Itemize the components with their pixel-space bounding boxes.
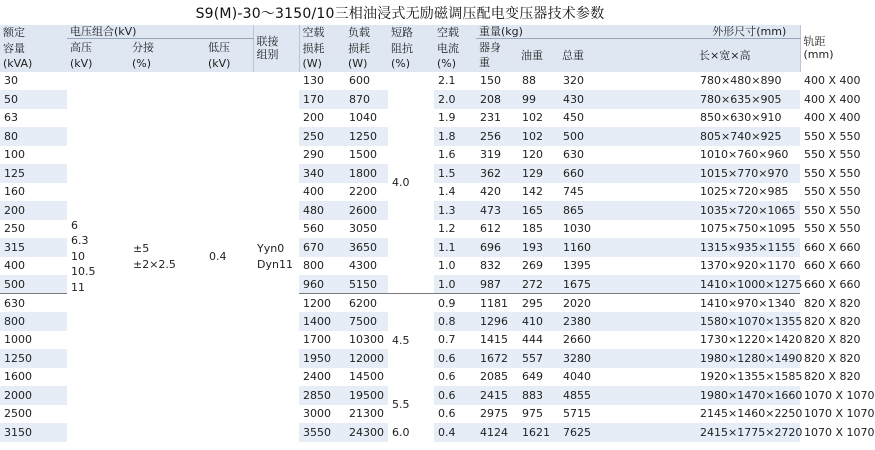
cell-noload-current: 1.0 xyxy=(438,259,456,273)
cell-body-weight: 1181 xyxy=(476,294,518,313)
cell-dimensions: 1730×1220×1420 xyxy=(700,333,803,347)
cell-dimensions: 1075×750×1095 xyxy=(700,222,796,236)
cell-oil-weight: 295 xyxy=(518,294,559,313)
table-row: 125 340 1800 1.5 362 129 660 1015×770×970 550 X 550 xyxy=(0,164,800,183)
cell-capacity: 125 xyxy=(0,164,67,183)
cell-capacity: 500 xyxy=(0,275,67,294)
table-row: 160 400 2200 1.4 420 142 745 1025×720×985 550 X 550 xyxy=(0,183,800,202)
cell-noload-loss: 2400 xyxy=(303,370,331,384)
cell-oil-weight: 142 xyxy=(522,185,543,199)
cell-load-loss: 600 xyxy=(349,74,370,88)
cell-load-loss: 7500 xyxy=(345,312,388,331)
cell-total-weight: 450 xyxy=(563,111,584,125)
cell-total-weight: 3280 xyxy=(559,349,696,368)
cell-connection: Yyn0 Dyn11 xyxy=(253,72,299,442)
cell-total-weight: 865 xyxy=(559,201,696,220)
cell-oil-weight: 410 xyxy=(518,312,559,331)
cell-dimensions: 1580×1070×1355 xyxy=(696,312,800,331)
cell-dimensions: 1010×760×960 xyxy=(700,148,789,162)
table-row: 1250 1950 12000 0.6 1672 557 3280 1980×1280×1490 820 X 820 xyxy=(0,349,800,368)
table-row: 800 1400 7500 0.8 1296 410 2380 1580×1070×1355 820 X 820 xyxy=(0,312,800,331)
cell-total-weight: 430 xyxy=(559,90,696,109)
cell-body-weight: 2415 xyxy=(476,386,518,405)
cell-noload-loss: 130 xyxy=(303,74,324,88)
cell-body-weight: 987 xyxy=(476,275,518,294)
table-row: 63 200 1040 1.9 231 102 450 850×630×910 400 X 400 xyxy=(0,109,800,128)
cell-capacity: 2500 xyxy=(4,407,32,421)
cell-capacity: 50 xyxy=(0,90,67,109)
cell-dimensions: 1025×720×985 xyxy=(700,185,789,199)
cell-dimensions: 805×740×925 xyxy=(696,127,800,146)
cell-load-loss: 1800 xyxy=(345,164,388,183)
table-row: 630 1200 6200 4.5 0.9 1181 295 2020 1410×970×1340 820 X 820 xyxy=(0,294,800,313)
table-row: 2000 2850 19500 5.5 0.6 2415 883 4855 1980×1470×1660 1070 X 1070 xyxy=(0,386,800,405)
header-voltage-group: 电压组合(kV) xyxy=(67,25,253,39)
cell-noload-loss: 340 xyxy=(299,164,345,183)
cell-dimensions: 1035×720×1065 xyxy=(696,201,800,220)
cell-load-loss: 19500 xyxy=(345,386,388,405)
cell-capacity: 1000 xyxy=(4,333,32,347)
cell-dimensions: 780×635×905 xyxy=(696,90,800,109)
cell-capacity: 3150 xyxy=(0,423,67,442)
cell-dimensions: 1015×770×970 xyxy=(696,164,800,183)
spec-table xyxy=(0,25,875,442)
cell-oil-weight: 557 xyxy=(518,349,559,368)
cell-dimensions: 780×480×890 xyxy=(700,74,782,88)
header-connection: 联接 组别 xyxy=(253,25,299,72)
cell-total-weight: 5715 xyxy=(563,407,591,421)
header-dims-group: 外形尺寸(mm) xyxy=(696,25,800,39)
cell-capacity: 30 xyxy=(4,74,18,88)
cell-capacity: 80 xyxy=(0,127,67,146)
header-lv-unit: (kV) xyxy=(205,56,253,71)
cell-load-loss: 3050 xyxy=(349,222,377,236)
cell-load-loss: 870 xyxy=(345,90,388,109)
cell-body-weight: 150 xyxy=(480,74,501,88)
cell-noload-loss: 1700 xyxy=(303,333,331,347)
cell-dimensions: 1410×1000×1275 xyxy=(696,275,800,294)
cell-total-weight: 4040 xyxy=(563,370,591,384)
table-row: 315 670 3650 1.1 696 193 1160 1315×935×1155 660 X 660 xyxy=(0,238,800,257)
cell-body-weight: 231 xyxy=(480,111,501,125)
cell-capacity: 1600 xyxy=(4,370,32,384)
cell-oil-weight: 165 xyxy=(518,201,559,220)
cell-oil-weight: 193 xyxy=(518,238,559,257)
cell-dimensions: 2145×1460×2250 xyxy=(700,407,803,421)
cell-load-loss: 5150 xyxy=(345,275,388,294)
cell-noload-current: 1.8 xyxy=(434,127,476,146)
cell-total-weight: 320 xyxy=(563,74,584,88)
cell-total-weight: 1160 xyxy=(559,238,696,257)
cell-noload-current: 2.0 xyxy=(434,90,476,109)
cell-capacity: 100 xyxy=(4,148,25,162)
cell-dimensions: 1315×935×1155 xyxy=(696,238,800,257)
cell-load-loss: 24300 xyxy=(345,423,388,442)
cell-noload-current: 1.2 xyxy=(438,222,456,236)
cell-body-weight: 612 xyxy=(480,222,501,236)
cell-noload-current: 0.9 xyxy=(434,294,476,313)
header-tap: 分接 xyxy=(129,39,205,57)
cell-noload-loss: 1400 xyxy=(299,312,345,331)
cell-impedance: 5.5 xyxy=(388,386,434,423)
cell-noload-loss: 2850 xyxy=(299,386,345,405)
header-tap-unit: (%) xyxy=(129,56,205,71)
cell-body-weight: 319 xyxy=(480,148,501,162)
cell-dimensions: 2415×1775×2720 xyxy=(696,423,800,442)
cell-noload-current: 1.5 xyxy=(434,164,476,183)
cell-total-weight: 2020 xyxy=(559,294,696,313)
cell-load-loss: 21300 xyxy=(349,407,384,421)
cell-oil-weight: 272 xyxy=(518,275,559,294)
table-row: 100 290 1500 1.6 319 120 630 1010×760×960 550 X 550 xyxy=(0,146,800,165)
cell-body-weight: 420 xyxy=(480,185,501,199)
cell-total-weight: 7625 xyxy=(559,423,696,442)
cell-noload-loss: 800 xyxy=(303,259,324,273)
cell-noload-current: 0.6 xyxy=(438,407,456,421)
cell-hv: 6 6.3 10 10.5 11 xyxy=(67,72,129,442)
table-row: 200 480 2600 1.3 473 165 865 1035×720×1065 550 X 550 xyxy=(0,201,800,220)
header-dims: 长×宽×高 xyxy=(696,39,800,72)
cell-body-weight: 832 xyxy=(480,259,501,273)
cell-total-weight: 500 xyxy=(559,127,696,146)
cell-capacity: 250 xyxy=(4,222,25,236)
cell-noload-current: 0.6 xyxy=(434,349,476,368)
cell-load-loss: 12000 xyxy=(345,349,388,368)
table-row: 50 170 870 2.0 208 99 430 780×635×905 400 X 400 xyxy=(0,90,800,109)
cell-total-weight: 1030 xyxy=(563,222,591,236)
cell-load-loss: 6200 xyxy=(345,294,388,313)
cell-body-weight: 473 xyxy=(476,201,518,220)
cell-noload-loss: 400 xyxy=(303,185,324,199)
cell-total-weight: 1675 xyxy=(559,275,696,294)
cell-capacity: 200 xyxy=(0,201,67,220)
cell-oil-weight: 1621 xyxy=(518,423,559,442)
header-oil-weight: 油重 xyxy=(518,39,559,72)
cell-total-weight: 1395 xyxy=(563,259,591,273)
cell-total-weight: 745 xyxy=(563,185,584,199)
cell-oil-weight: 120 xyxy=(522,148,543,162)
cell-capacity: 400 xyxy=(4,259,25,273)
table-row: 400 800 4300 1.0 832 269 1395 1370×920×1170 660 X 660 xyxy=(0,257,800,276)
cell-noload-loss: 250 xyxy=(299,127,345,146)
cell-load-loss: 10300 xyxy=(349,333,384,347)
cell-load-loss: 2600 xyxy=(345,201,388,220)
cell-total-weight: 2660 xyxy=(563,333,591,347)
cell-noload-current: 1.1 xyxy=(434,238,476,257)
cell-oil-weight: 129 xyxy=(518,164,559,183)
cell-total-weight: 2380 xyxy=(559,312,696,331)
table-header: 额定 容量 (kVA) 电压组合(kV) 联接 组别 空载 损耗 (W) 负载 损耗 (W) 短路 阻抗 (%) 空载 电流 (%) 重量(kg) 外形尺寸(mm) 轨距 (mm) 高压 分接 低压 器身 重 油重 总重 长×宽×高 (kV) (%) (kV) xyxy=(0,25,800,72)
cell-oil-weight: 99 xyxy=(518,90,559,109)
cell-oil-weight: 185 xyxy=(522,222,543,236)
table-row: 1000 1700 10300 0.7 1415 444 2660 1730×1220×1420 820 X 820 xyxy=(0,331,800,350)
cell-noload-loss: 1200 xyxy=(299,294,345,313)
table-row: 500 960 5150 1.0 987 272 1675 1410×1000×1275 660 X 660 xyxy=(0,275,800,294)
cell-dimensions: 1920×1355×1585 xyxy=(700,370,803,384)
cell-total-weight: 660 xyxy=(559,164,696,183)
table-row: 250 560 3050 1.2 612 185 1030 1075×750×1095 550 X 550 xyxy=(0,220,800,239)
cell-noload-loss: 3550 xyxy=(299,423,345,442)
cell-load-loss: 4300 xyxy=(349,259,377,273)
cell-noload-loss: 960 xyxy=(299,275,345,294)
header-hv: 高压 xyxy=(67,39,129,57)
cell-noload-loss: 290 xyxy=(303,148,324,162)
cell-capacity: 2000 xyxy=(0,386,67,405)
header-noload-loss: 空载 损耗 (W) xyxy=(299,25,345,72)
cell-oil-weight: 269 xyxy=(522,259,543,273)
cell-body-weight: 208 xyxy=(476,90,518,109)
cell-body-weight: 696 xyxy=(476,238,518,257)
table-row: 30 6 6.3 10 10.5 11 ±5 ±2×2.5 0.4 Yyn0 Dyn11 130 600 4.0 2.1 150 88 320 780×480×890 400 X 400 xyxy=(0,72,800,91)
header-noload-current: 空载 电流 (%) xyxy=(434,25,476,72)
cell-load-loss: 1040 xyxy=(349,111,377,125)
header-weight-group: 重量(kg) xyxy=(476,25,696,39)
cell-dimensions: 1410×970×1340 xyxy=(696,294,800,313)
cell-noload-loss: 670 xyxy=(299,238,345,257)
cell-lv: 0.4 xyxy=(205,72,253,442)
cell-noload-current: 1.0 xyxy=(434,275,476,294)
table-row: 2500 3000 21300 0.6 2975 975 5715 2145×1460×2250 1070 X 1070 xyxy=(0,405,800,424)
cell-noload-loss: 170 xyxy=(299,90,345,109)
cell-body-weight: 2975 xyxy=(480,407,508,421)
cell-noload-loss: 480 xyxy=(299,201,345,220)
cell-load-loss: 3650 xyxy=(345,238,388,257)
cell-oil-weight: 975 xyxy=(522,407,543,421)
cell-noload-current: 0.7 xyxy=(438,333,456,347)
table-body xyxy=(0,72,875,442)
cell-noload-current: 0.6 xyxy=(434,386,476,405)
header-lv: 低压 xyxy=(205,39,253,57)
cell-total-weight: 630 xyxy=(563,148,584,162)
cell-capacity: 800 xyxy=(0,312,67,331)
cell-oil-weight: 102 xyxy=(522,111,543,125)
header-total-weight: 总重 xyxy=(559,39,696,72)
cell-body-weight: 1672 xyxy=(476,349,518,368)
cell-total-weight: 4855 xyxy=(559,386,696,405)
cell-noload-current: 0.6 xyxy=(438,370,456,384)
cell-noload-current: 1.3 xyxy=(434,201,476,220)
cell-noload-current: 1.4 xyxy=(438,185,456,199)
cell-body-weight: 256 xyxy=(476,127,518,146)
cell-body-weight: 1415 xyxy=(480,333,508,347)
cell-oil-weight: 102 xyxy=(518,127,559,146)
cell-capacity: 160 xyxy=(4,185,25,199)
cell-body-weight: 4124 xyxy=(476,423,518,442)
cell-capacity: 315 xyxy=(0,238,67,257)
table-row: 3150 3550 24300 6.0 0.4 4124 1621 7625 2415×1775×2720 1070 X 1070 xyxy=(0,423,800,442)
cell-load-loss: 14500 xyxy=(349,370,384,384)
cell-noload-current: 1.9 xyxy=(438,111,456,125)
cell-body-weight: 362 xyxy=(476,164,518,183)
cell-noload-current: 2.1 xyxy=(438,74,456,88)
cell-load-loss: 1500 xyxy=(349,148,377,162)
cell-body-weight: 2085 xyxy=(480,370,508,384)
page-title: S9(M)-30～3150/10三相油浸式无励磁调压配电变压器技术参数 xyxy=(195,6,605,22)
cell-load-loss: 1250 xyxy=(345,127,388,146)
cell-oil-weight: 883 xyxy=(518,386,559,405)
cell-body-weight: 1296 xyxy=(476,312,518,331)
cell-impedance: 6.0 xyxy=(388,423,434,442)
cell-noload-current: 1.6 xyxy=(438,148,456,162)
cell-oil-weight: 649 xyxy=(522,370,543,384)
table-row: 1600 2400 14500 0.6 2085 649 4040 1920×1355×1585 820 X 820 xyxy=(0,368,800,387)
cell-dimensions: 1980×1280×1490 xyxy=(696,349,800,368)
cell-dimensions: 1370×920×1170 xyxy=(700,259,796,273)
cell-dimensions: 850×630×910 xyxy=(700,111,782,125)
header-load-loss: 负载 损耗 (W) xyxy=(345,25,388,72)
header-impedance: 短路 阻抗 (%) xyxy=(388,25,434,72)
cell-capacity: 630 xyxy=(0,294,67,313)
cell-dimensions: 1980×1470×1660 xyxy=(696,386,800,405)
cell-impedance: 4.5 xyxy=(388,294,434,387)
cell-oil-weight: 444 xyxy=(522,333,543,347)
cell-impedance: 4.0 xyxy=(388,72,434,294)
cell-capacity: 1250 xyxy=(0,349,67,368)
cell-tap: ±5 ±2×2.5 xyxy=(129,72,205,442)
cell-noload-current: 0.8 xyxy=(434,312,476,331)
header-body-weight: 器身 重 xyxy=(476,39,518,72)
cell-oil-weight: 88 xyxy=(522,74,536,88)
table-row: 80 250 1250 1.8 256 102 500 805×740×925 550 X 550 xyxy=(0,127,800,146)
cell-noload-loss: 1950 xyxy=(299,349,345,368)
cell-load-loss: 2200 xyxy=(349,185,377,199)
cell-noload-loss: 3000 xyxy=(303,407,331,421)
cell-noload-loss: 560 xyxy=(303,222,324,236)
cell-noload-loss: 200 xyxy=(303,111,324,125)
cell-capacity: 63 xyxy=(4,111,18,125)
cell-noload-current: 0.4 xyxy=(434,423,476,442)
header-hv-unit: (kV) xyxy=(67,56,129,71)
header-capacity: 额定 容量 (kVA) xyxy=(0,25,67,72)
